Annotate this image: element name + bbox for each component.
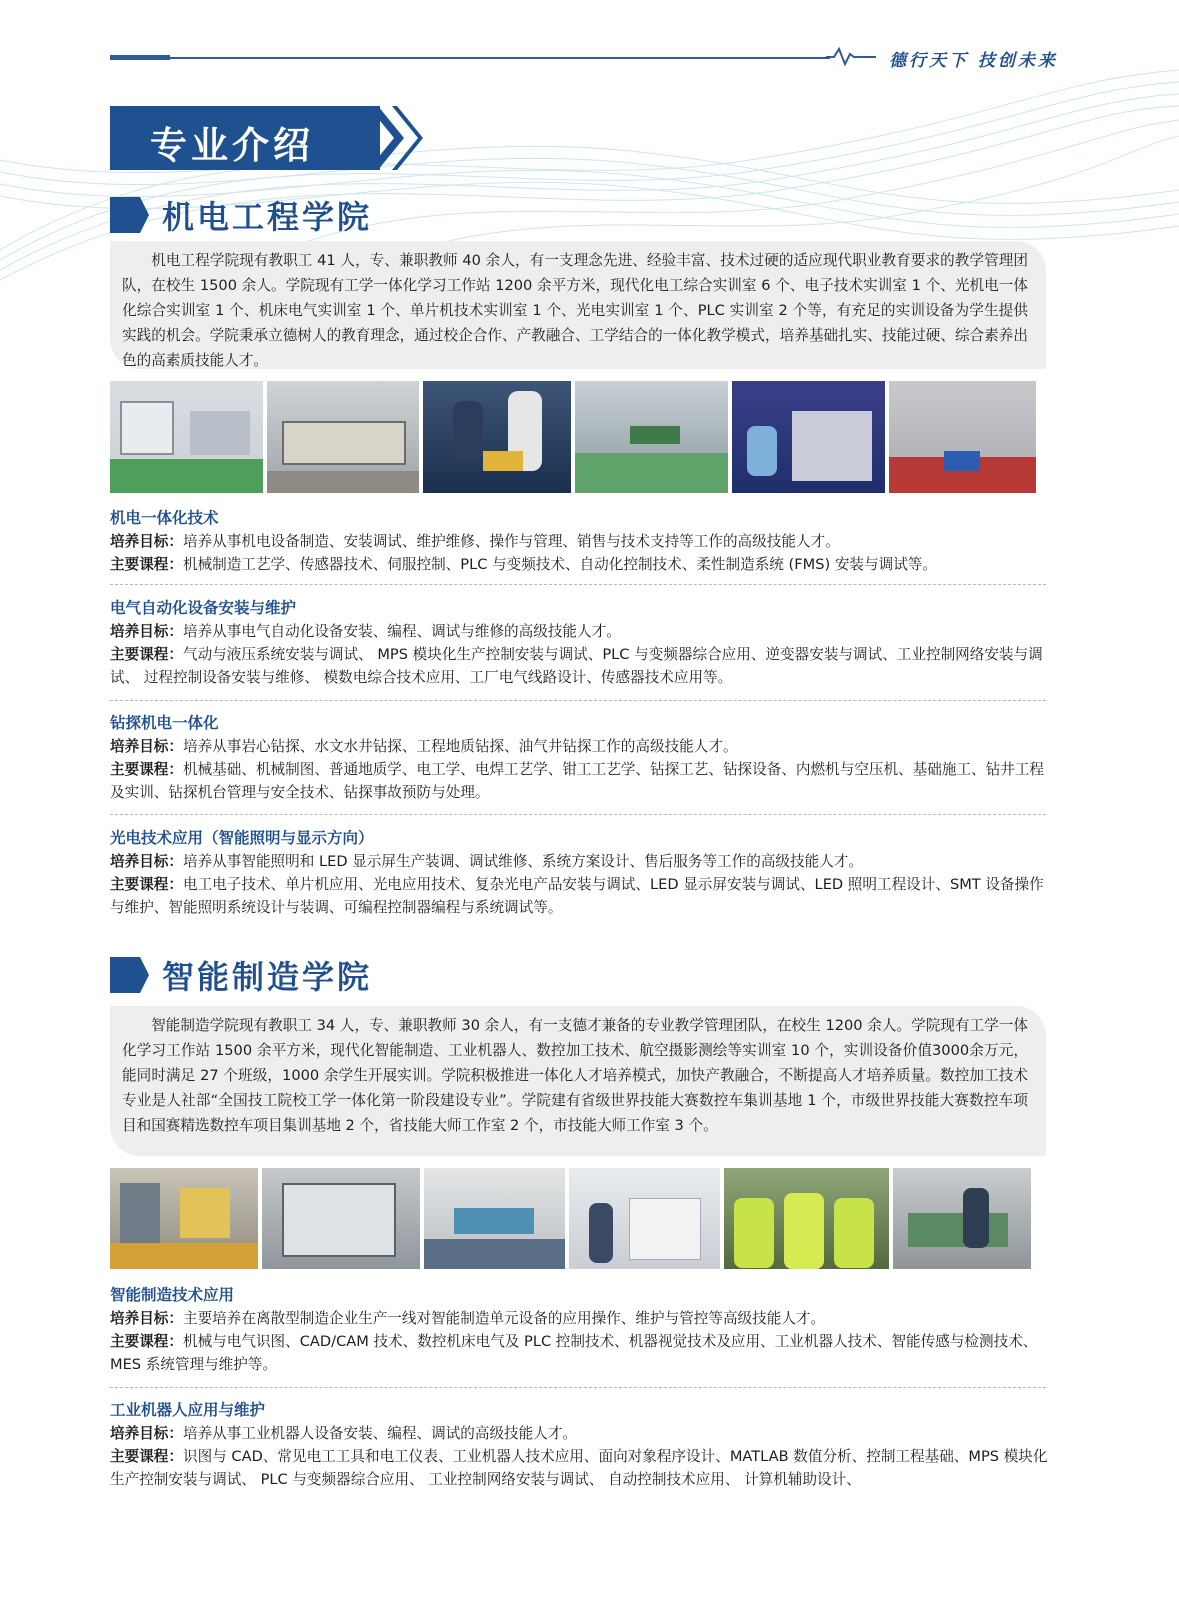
competition-photo <box>732 381 885 493</box>
major-name: 智能制造技术应用 <box>110 1286 235 1304</box>
equipment-room-photo <box>889 381 1036 493</box>
students-practice-photo <box>423 381 571 493</box>
major-name: 钻探机电一体化 <box>110 714 219 732</box>
goal-text: 培养从事电气自动化设备安装、编程、调试与维修的高级技能人才。 <box>182 623 621 640</box>
college-title: 机电工程学院 <box>162 198 373 236</box>
heading-marker-icon <box>110 197 148 233</box>
college-intro: 智能制造学院现有教职工 34 人，专、兼职教师 30 余人，有一支德才兼备的专业教学管理团队，在校生 1200 余人。学院现有工学一体化学习工作站 1500 余平方米，现代化智能制造、工业机器人、数控加工技术、航空摄影测绘等实训室 10 个，实训设备价值3000余万元，能同时满足 27 个班级，1000 余学生开展实训。学院积极推进一体化人才培养模式，加快产教融合，不断提高人才培养质量。数控加工技术专业是人社部“全国技工院校工学一体化第一阶段建设专业”。学院建有省级世界技能大赛数控车集训基地 1 个，市级世界技能大赛数控车项目和国赛精选数控车项目集训基地 2 个，省技能大师工作室 2 个，市技能大师工作室 3 个。 <box>110 1006 1046 1156</box>
robot-lab-photo <box>110 1168 258 1269</box>
major-block <box>110 711 1050 804</box>
goal-label: 培养目标： <box>110 533 183 550</box>
dashed-divider <box>110 584 1046 585</box>
header-rule <box>110 57 830 59</box>
major-name: 电气自动化设备安装与维护 <box>110 599 297 617</box>
electrical-lab-photo <box>267 381 419 493</box>
header-rule-accent <box>110 55 170 60</box>
chevron-right-icon <box>386 106 430 170</box>
workshop-students-photo <box>424 1168 565 1269</box>
classroom-demo-photo <box>569 1168 720 1269</box>
course-text: 机械基础、机械制图、普通地质学、电工学、电焊工艺学、钳工工艺学、钻探工艺、钻探设备、内燃机与空压机、基础施工、钻井工程及实训、钻探机台管理与安全技术、钻探事故预防与处理。 <box>110 761 1045 801</box>
cnc-machine-photo <box>262 1168 420 1269</box>
goal-text: 主要培养在离散型制造企业生产一线对智能制造单元设备的应用操作、维护与管控等高级技能人才。 <box>182 1310 826 1327</box>
course-text: 气动与液压系统安装与调试、 MPS 模块化生产控制安装与调试、PLC 与变频器综合应用、逆变器安装与调试、工业控制网络安装与调试、 过程控制设备安装与维修、 模数电综合技术应用、工厂电气线路设计、传感器技术应用等。 <box>110 646 1043 686</box>
heartbeat-line-icon <box>826 44 876 68</box>
major-name: 工业机器人应用与维护 <box>110 1401 266 1419</box>
goal-label: 培养目标： <box>110 623 183 640</box>
lathe-training-photo <box>893 1168 1031 1269</box>
photo-strip <box>110 1168 1031 1269</box>
college-heading <box>110 192 372 238</box>
photo-strip <box>110 381 1036 493</box>
dashed-divider <box>110 1387 1046 1388</box>
dashed-divider <box>110 814 1046 815</box>
course-text: 机械与电气识图、CAD/CAM 技术、数控机床电气及 PLC 控制技术、机器视觉技术及应用、工业机器人技术、智能传感与检测技术、MES 系统管理与维护等。 <box>110 1333 1038 1373</box>
goal-label: 培养目标： <box>110 853 183 870</box>
course-label: 主要课程： <box>110 1448 183 1465</box>
major-block <box>110 596 1050 689</box>
course-text: 机械制造工艺学、传感器技术、伺服控制、PLC 与变频技术、自动化控制技术、柔性制造系统 (FMS) 安装与调试等。 <box>182 556 937 573</box>
college-heading <box>110 952 372 998</box>
college-intro: 机电工程学院现有教职工 41 人，专、兼职教师 40 余人，有一支理念先进、经验丰富、技术过硬的适应现代职业教育要求的教学管理团队，在校生 1500 余人。学院现有工学一体化学习工作站 1200 余平方米，现代化电工综合实训室 6 个、电子技术实训室 1 个、光机电一体化综合实训室 1 个、机床电气实训室 1 个、单片机技术实训室 1 个、光电实训室 1 个、PLC 实训室 2 个等，有充足的实训设备为学生提供实践的机会。学院秉承立德树人的教育理念，通过校企合作、产教融合、工学结合的一体化教学模式，培养基础扎实、技能过硬、综合素养出色的高素质技能人才。 <box>110 241 1046 369</box>
course-label: 主要课程： <box>110 646 183 663</box>
course-text: 电工电子技术、单片机应用、光电应用技术、复杂光电产品安装与调试、LED 显示屏安装与调试、LED 照明工程设计、SMT 设备操作与维护、智能照明系统设计与装调、可编程控制器编程与系统调试等。 <box>110 876 1044 916</box>
goal-text: 培养从事机电设备制造、安装调试、维护维修、操作与管理、销售与技术支持等工作的高级技能人才。 <box>182 533 840 550</box>
surveying-practice-photo <box>724 1168 889 1269</box>
goal-label: 培养目标： <box>110 1425 183 1442</box>
training-room-photo <box>110 381 263 493</box>
goal-label: 培养目标： <box>110 738 183 755</box>
dashed-divider <box>110 700 1046 701</box>
college-title: 智能制造学院 <box>162 958 373 996</box>
heading-marker-icon <box>110 957 148 993</box>
major-block <box>110 506 1050 576</box>
major-name: 光电技术应用（智能照明与显示方向） <box>110 829 374 847</box>
course-label: 主要课程： <box>110 556 183 573</box>
goal-text: 培养从事岩心钻探、水文水井钻探、工程地质钻探、油气井钻探工作的高级技能人才。 <box>182 738 738 755</box>
major-block <box>110 1398 1050 1491</box>
major-block <box>110 826 1050 919</box>
course-label: 主要课程： <box>110 876 183 893</box>
header-slogan: 德行天下 技创未来 <box>889 51 1058 71</box>
section-title: 专业介绍 <box>150 124 314 167</box>
goal-label: 培养目标： <box>110 1310 183 1327</box>
workshop-hall-photo <box>575 381 728 493</box>
course-label: 主要课程： <box>110 1333 183 1350</box>
course-label: 主要课程： <box>110 761 183 778</box>
major-name: 机电一体化技术 <box>110 509 219 527</box>
course-text: 识图与 CAD、常见电工工具和电工仪表、工业机器人技术应用、面向对象程序设计、MATLAB 数值分析、控制工程基础、MPS 模块化生产控制安装与调试、 PLC 与变频器综合应用、 工业控制网络安装与调试、 自动控制技术应用、 计算机辅助设计、 <box>110 1448 1048 1488</box>
goal-text: 培养从事工业机器人设备安装、编程、调试的高级技能人才。 <box>182 1425 578 1442</box>
major-block <box>110 1283 1050 1376</box>
goal-text: 培养从事智能照明和 LED 显示屏生产装调、调试维修、系统方案设计、售后服务等工作的高级技能人才。 <box>182 853 863 870</box>
